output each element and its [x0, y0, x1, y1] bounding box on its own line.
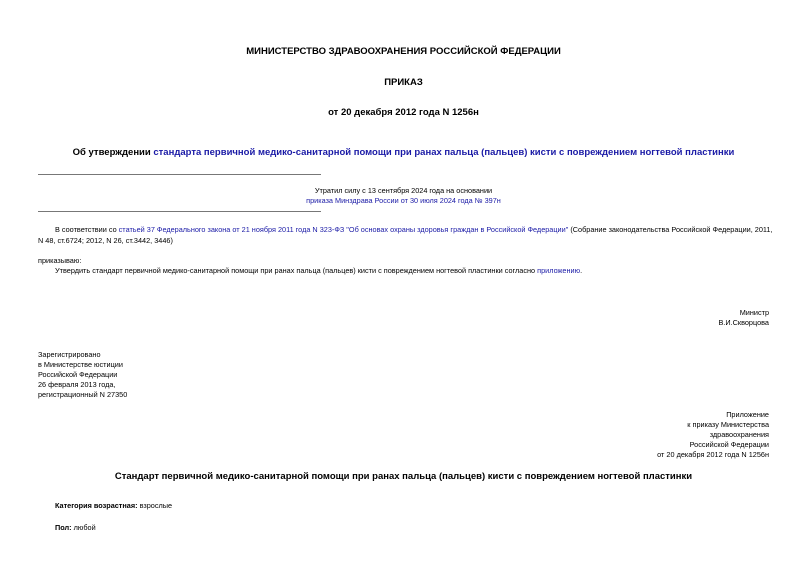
preamble-line1	[55, 225, 773, 235]
appendix-line: к приказу Министерства	[687, 420, 769, 429]
order-text-body: Утвердить стандарт первичной медико-санитарной помощи при ранах пальца (пальцев) кисти с повреждением ногтевой пластинки согласно	[55, 266, 538, 275]
preamble-text2: (Собрание законодательства Российской Федерации, 2011,	[568, 225, 773, 234]
appendix-line: Российской Федерации	[689, 440, 769, 449]
ministry-heading: МИНИСТЕРСТВО ЗДРАВООХРАНЕНИЯ РОССИЙСКОЙ ФЕДЕРАЦИИ	[246, 46, 561, 57]
doc-date-heading: от 20 декабря 2012 года N 1256н	[328, 107, 479, 118]
order-text-end: .	[580, 266, 583, 275]
divider-top	[38, 174, 321, 175]
age-category-label: Категория возрастная:	[55, 501, 138, 510]
appendix-line: здравоохранения	[709, 430, 769, 439]
signature-position: Министр	[739, 308, 769, 317]
title-standard-link[interactable]: стандарта первичной медико-санитарной помощи при ранах пальца (пальцев) кисти с повреждением ногтевой пластинки	[153, 147, 735, 158]
age-category-value: взрослые	[137, 501, 173, 510]
standard-title: Стандарт первичной медико-санитарной помощи при ранах пальца (пальцев) кисти с повреждением ногтевой пластинки	[114, 471, 693, 482]
divider-bottom	[38, 211, 321, 212]
registration-line: регистрационный N 27350	[38, 390, 128, 399]
document-title	[0, 147, 807, 158]
signature-name: В.И.Скворцова	[718, 318, 769, 327]
appendix-link[interactable]: приложению	[537, 266, 581, 275]
status-note-line1: Утратил силу с 13 сентября 2024 года на основании	[314, 186, 493, 195]
appendix-line: Приложение	[726, 410, 769, 419]
doc-type-heading: ПРИКАЗ	[384, 77, 423, 88]
sex-category	[55, 523, 96, 533]
preamble-text1: В соответствии со	[55, 225, 119, 234]
registration-line: 26 февраля 2013 года,	[38, 380, 116, 389]
age-category	[55, 501, 172, 511]
title-prefix: Об утверждении	[72, 147, 154, 158]
registration-line: в Министерстве юстиции	[38, 360, 123, 369]
order-label: приказываю:	[38, 256, 82, 265]
preamble-line2: N 48, ст.6724; 2012, N 26, ст.3442, 3446)	[38, 236, 173, 245]
registration-line: Российской Федерации	[38, 370, 118, 379]
registration-line: Зарегистрировано	[38, 350, 101, 359]
status-note-line2	[0, 196, 807, 206]
order-text	[55, 266, 582, 276]
appendix-line: от 20 декабря 2012 года N 1256н	[657, 450, 769, 459]
repeal-order-link[interactable]: приказа Минздрава России от 30 июля 2024 года № 397н	[306, 196, 501, 205]
sex-label: Пол:	[55, 523, 72, 532]
federal-law-link[interactable]: статьей 37 Федерального закона от 21 ноября 2011 года N 323-ФЗ "Об основах охраны здоровья граждан в Российской Федерации"	[118, 225, 569, 234]
sex-value: любой	[71, 523, 96, 532]
